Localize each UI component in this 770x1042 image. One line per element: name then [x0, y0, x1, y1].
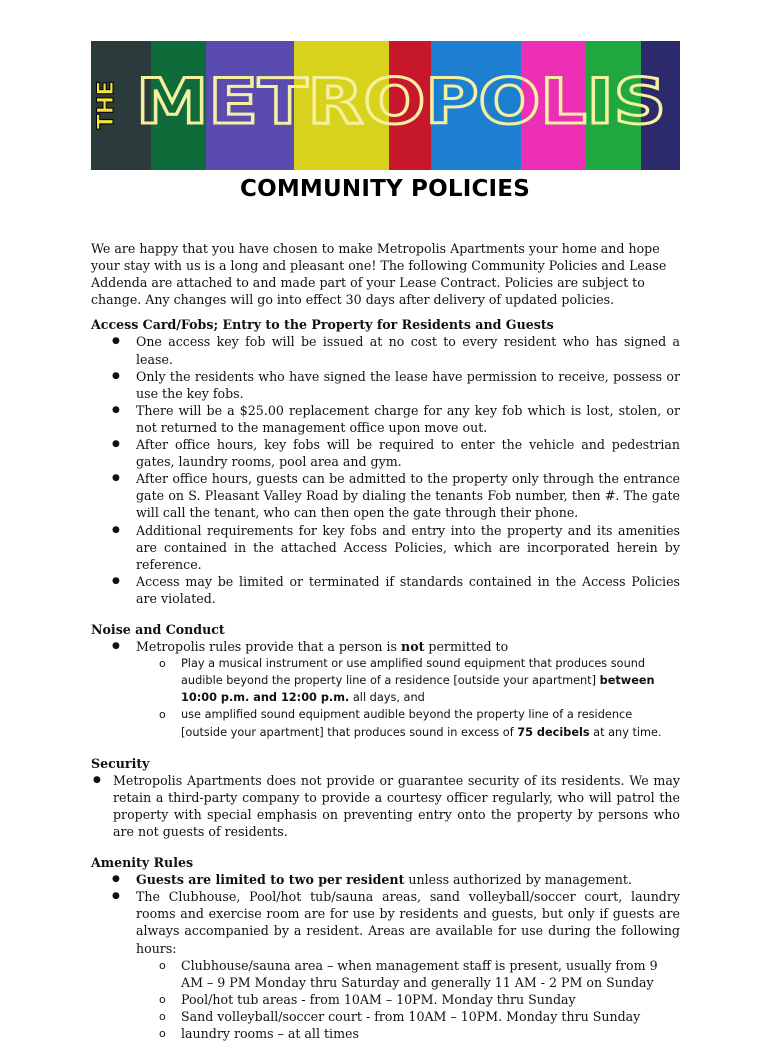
noise-heading: Noise and Conduct — [91, 621, 225, 637]
sub-bold: between 10:00 p.m. and 12:00 p.m. — [181, 674, 655, 705]
security-list — [91, 772, 680, 840]
list-item: ● There will be a $25.00 replacement charge for any key fob which is lost, stolen, or not returned to the management office upon move out. — [91, 402, 680, 436]
intro-paragraph: We are happy that you have chosen to make Metropolis Apartments your home and hope your stay with us is a long and pleasant one! The following Community Policies and Lease Addenda are attached to and made part of your Lease Contract. Policies are subject to change. Any changes will go into effect 30 days after delivery of updated policies. — [91, 241, 667, 308]
security-heading: Security — [91, 755, 150, 771]
logo-prefix: THE — [94, 80, 119, 130]
sub-bold: 75 decibels — [517, 725, 590, 739]
noise-text: permitted to — [424, 639, 509, 655]
list-item — [91, 871, 680, 888]
sub-text: all days, and — [349, 691, 425, 705]
list-item: o Clubhouse/sauna area – when management staff is present, usually from 9 AM – 9 PM Monday thru Saturday and generally 11 AM - 2 PM on Sunday — [91, 957, 680, 991]
access-list — [91, 333, 680, 607]
list-item: ● Access may be limited or terminated if standards contained in the Access Policies are violated. — [91, 573, 680, 607]
list-item: ● The Clubhouse, Pool/hot tub/sauna areas, sand volleyball/soccer court, laundry rooms and exercise room are for use by residents and guests, but only if guests are always accompanied by a resident. Areas are available for use during the following hours: — [91, 888, 680, 956]
page-title: COMMUNITY POLICIES — [240, 176, 530, 202]
list-item: ● Metropolis Apartments does not provide or guarantee security of its residents. We may retain a third-party company to provide a courtesy officer regularly, who will patrol the property with special emphasis on preventing entry onto the property by persons who are not guests of residents. — [91, 772, 680, 840]
list-item: ● Additional requirements for key fobs and entry into the property and its amenities are contained in the attached Access Policies, which are incorporated herein by reference. — [91, 522, 680, 573]
metropolis-banner — [91, 41, 680, 170]
amenity-heading: Amenity Rules — [91, 855, 194, 871]
list-item: o Sand volleyball/soccer court - from 10AM – 10PM. Monday thru Sunday — [91, 1008, 680, 1025]
access-heading: Access Card/Fobs; Entry to the Property for Residents and Guests — [91, 317, 554, 333]
list-item: o Pool/hot tub areas - from 10AM – 10PM. Monday thru Sunday — [91, 991, 680, 1008]
list-item: ● After office hours, key fobs will be required to enter the vehicle and pedestrian gates, laundry rooms, pool area and gym. — [91, 436, 680, 470]
list-item — [91, 638, 680, 655]
sub-text: at any time. — [589, 725, 662, 739]
noise-sublist — [91, 655, 680, 740]
amenity-text: unless authorized by management. — [404, 872, 632, 888]
noise-text: Metropolis rules provide that a person is — [136, 639, 402, 655]
list-item — [91, 706, 680, 740]
list-item: ● Only the residents who have signed the lease have permission to receive, possess or use the key fobs. — [91, 368, 680, 402]
amenity-list — [91, 871, 680, 956]
document-body — [91, 240, 680, 1042]
list-item: ● One access key fob will be issued at no cost to every resident who has signed a lease. — [91, 333, 680, 367]
list-item: o laundry rooms – at all times — [91, 1025, 680, 1042]
metropolis-logo — [91, 41, 680, 170]
noise-bold: not — [401, 639, 425, 655]
list-item — [91, 655, 680, 706]
sub-text: use amplified sound equipment audible beyond the property line of a residence [outside your apartment] that produces sound in excess of — [181, 708, 633, 739]
amenity-bold: Guests are limited to two per resident — [136, 872, 405, 888]
sub-text: Play a musical instrument or use amplified sound equipment that produces sound audible beyond the property line of a residence [outside your apartment] — [181, 657, 646, 688]
logo-word: METROPOLIS — [136, 65, 666, 138]
hours-list — [91, 957, 680, 1042]
list-item: ● After office hours, guests can be admitted to the property only through the entrance gate on S. Pleasant Valley Road by dialing the tenants Fob number, then #. The gate will call the tenant, who can then open the gate through their phone. — [91, 470, 680, 521]
noise-list — [91, 638, 680, 655]
